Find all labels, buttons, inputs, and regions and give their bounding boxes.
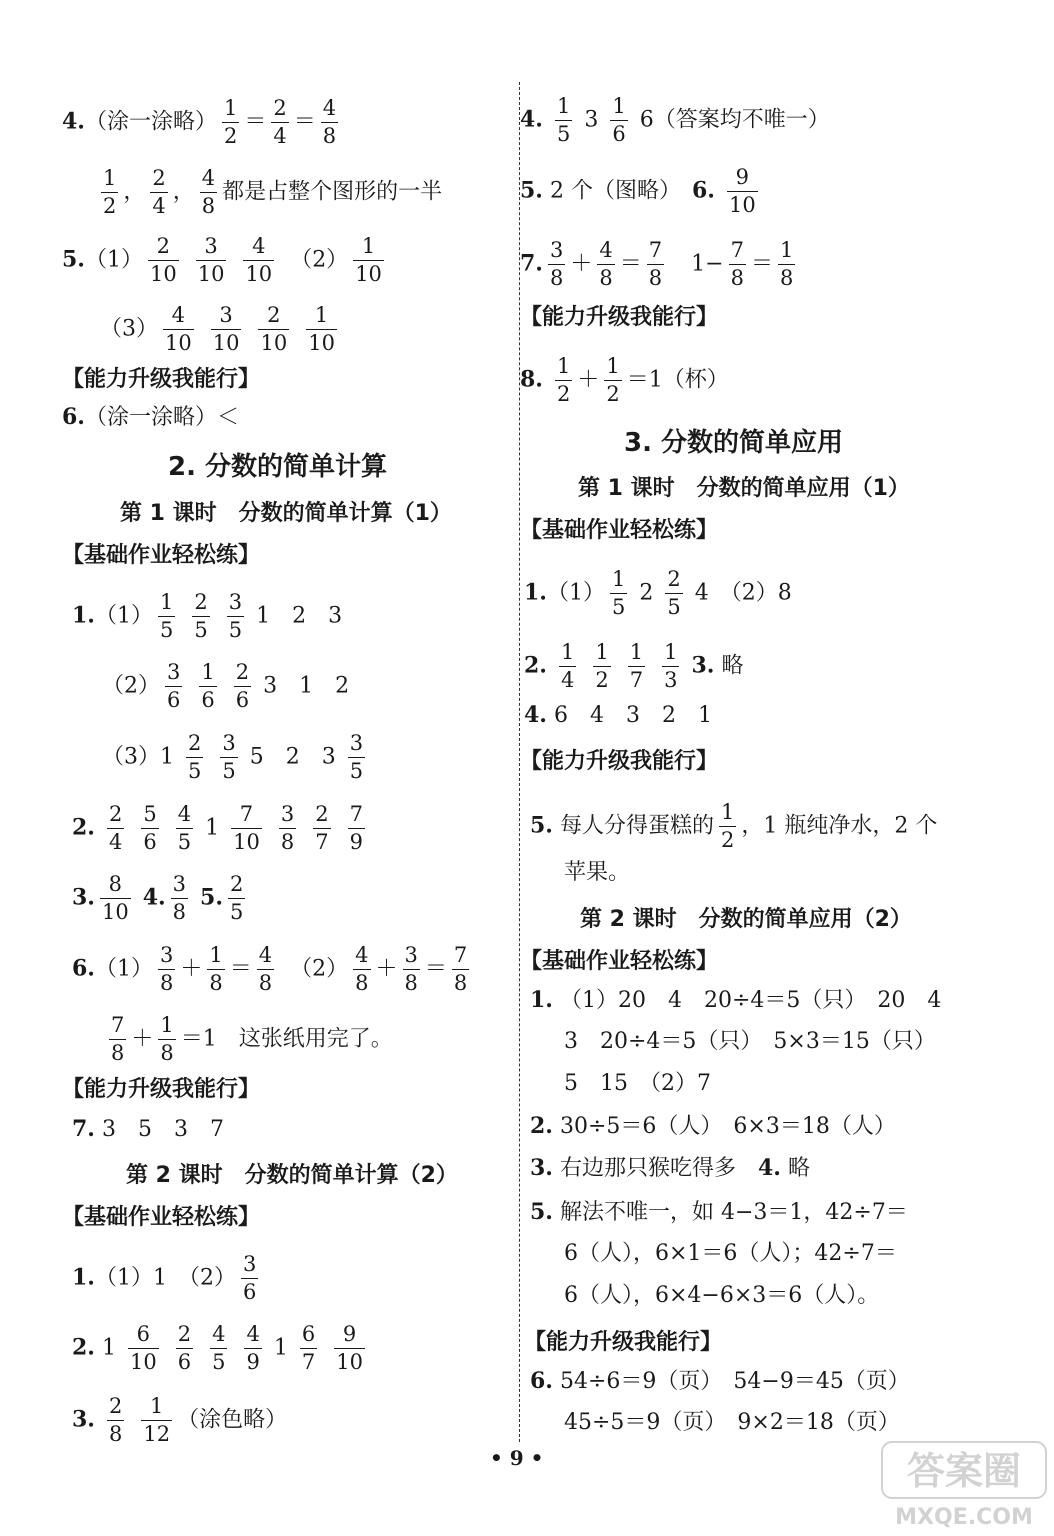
right-l2-q5-line2: 6（人），6×1＝6（人）；42÷7＝: [564, 1241, 897, 1266]
fraction: $\frac{2}{5}$: [230, 872, 244, 924]
left-s2-q1-line1: 1.（1） $\frac{1}{5}$ $\frac{2}{5}$ $\frac{3}{5}$ 1 2 3: [72, 590, 343, 642]
fraction: $\frac{4}{9}$: [246, 1322, 260, 1374]
fraction: $\frac{4}{8}$: [258, 943, 273, 995]
fraction: $\frac{7}{10}$: [233, 802, 260, 854]
fraction: $\frac{4}{10}$: [245, 234, 273, 286]
fraction: $\frac{1}{2}$: [720, 800, 735, 852]
left-l2-q2-line: 2. 1 $\frac{6}{10}$ $\frac{2}{6}$ $\frac{4}{5}$ $\frac{4}{9}$ 1 $\frac{6}{7}$ $\frac{9}{10}$: [72, 1322, 363, 1374]
left-q4-explain: $\frac{1}{2}$ ， $\frac{2}{4}$ ， $\frac{4}{8}$ 都是占整个图形的一半: [103, 166, 443, 218]
left-s2-q3-5-line: 3. $\frac{8}{10}$ 4. $\frac{3}{8}$ 5. $\frac{2}{5}$: [72, 872, 244, 924]
fraction: $\frac{1}{2}$: [595, 640, 609, 692]
fraction: $\frac{1}{8}$: [160, 1013, 174, 1065]
left-s2-q2-line: 2. $\frac{2}{4}$ $\frac{5}{6}$ $\frac{4}{5}$ 1 $\frac{7}{10}$ $\frac{3}{8}$ $\frac{2}{7}$ $\frac{7}{9}$: [72, 802, 363, 854]
watermark-text: 答案圈: [906, 1449, 1022, 1493]
right-q5-6-line: 5. 2 个（图略） 6. $\frac{9}{10}$: [520, 165, 756, 217]
fraction: $\frac{2}{10}$: [260, 303, 288, 355]
fraction: $\frac{3}{8}$: [280, 802, 295, 854]
watermark-url: MXQE.COM: [895, 1505, 1033, 1530]
fraction: $\frac{2}{4}$: [152, 166, 166, 218]
fraction: $\frac{1}{5}$: [159, 590, 174, 642]
section-heading-ability: 【能力升级我能行】: [520, 749, 719, 774]
fraction: $\frac{4}{8}$: [201, 166, 216, 218]
left-s2-q6-line1: 6.（1） $\frac{3}{8}$ ＋ $\frac{1}{8}$ ＝ $\frac{4}{8}$ （2） $\frac{4}{8}$ ＋ $\frac{3}{8}$ ＝ $\frac{7}{8}$: [72, 943, 468, 995]
fraction: $\frac{3}{10}$: [197, 234, 225, 286]
section-heading-ability: 【能力升级我能行】: [520, 305, 719, 330]
left-q6-line: 6.（涂一涂略）＜: [62, 404, 239, 430]
right-l2-q5-line3: 6（人），6×4−6×3＝6（人）。: [564, 1283, 880, 1308]
right-l2-q5-line1: 5. 解法不唯一，如 4−3＝1，42÷7＝: [530, 1199, 908, 1225]
fraction: $\frac{4}{10}$: [165, 303, 192, 355]
section-heading-basic: 【基础作业轻松练】: [62, 543, 261, 568]
fraction: $\frac{2}{6}$: [235, 660, 250, 712]
left-q5-line1: 5.（1） $\frac{2}{10}$ $\frac{3}{10}$ $\frac{4}{10}$ （2） $\frac{1}{10}$: [62, 234, 382, 286]
fraction: $\frac{4}{5}$: [177, 802, 192, 854]
section-heading-ability: 【能力升级我能行】: [62, 1077, 261, 1102]
fraction: $\frac{2}{4}$: [108, 802, 123, 854]
fraction: $\frac{7}{8}$: [730, 238, 744, 290]
fraction: $\frac{2}{5}$: [194, 590, 208, 642]
lesson-title: 第 1 课时 分数的简单应用（1）: [578, 476, 910, 501]
right-q7-line: 7. $\frac{3}{8}$ ＋ $\frac{4}{8}$ ＝ $\frac{7}{8}$ 1− $\frac{7}{8}$ ＝ $\frac{1}{8}$: [520, 238, 794, 290]
left-q5-line2: （3） $\frac{4}{10}$ $\frac{3}{10}$ $\frac{2}{10}$ $\frac{1}{10}$: [100, 303, 335, 355]
right-q4-line: 4. $\frac{1}{5}$ 3 $\frac{1}{6}$ 6（答案均不唯一）: [520, 94, 830, 146]
fraction: $\frac{9}{10}$: [728, 165, 756, 217]
section-heading-basic: 【基础作业轻松练】: [520, 949, 719, 974]
fraction: $\frac{1}{10}$: [355, 234, 382, 286]
section-heading-basic: 【基础作业轻松练】: [62, 1205, 261, 1230]
fraction: $\frac{4}{8}$: [322, 96, 337, 148]
fraction: $\frac{1}{5}$: [556, 94, 571, 146]
fraction: $\frac{3}{8}$: [549, 238, 564, 290]
fraction: $\frac{3}{8}$: [159, 943, 174, 995]
right-l2-q2-line: 2. 30÷5＝6（人） 6×3＝18（人）: [530, 1113, 896, 1139]
left-s2-q7-line: 7. 3 5 3 7: [72, 1116, 224, 1142]
right-l2-q1-line1: 1. （1）20 4 20÷4＝5（只） 20 4: [530, 987, 942, 1013]
watermark-logo: [880, 1440, 1048, 1532]
fraction: $\frac{1}{8}$: [779, 238, 794, 290]
fraction: $\frac{3}{6}$: [242, 1252, 257, 1304]
fraction: $\frac{1}{7}$: [629, 640, 644, 692]
fraction: $\frac{1}{12}$: [143, 1394, 171, 1446]
fraction: $\frac{5}{6}$: [143, 802, 157, 854]
fraction: $\frac{4}{8}$: [599, 238, 613, 290]
fraction: $\frac{1}{6}$: [612, 94, 626, 146]
fraction: $\frac{3}{10}$: [212, 303, 240, 355]
section-heading-ability: 【能力升级我能行】: [524, 1330, 723, 1355]
left-l2-q3-line: 3. $\frac{2}{8}$ $\frac{1}{12}$ （涂色略）: [72, 1394, 288, 1446]
fraction: $\frac{3}{5}$: [222, 731, 236, 783]
lesson-title: 第 1 课时 分数的简单计算（1）: [120, 501, 452, 526]
section-title: 3. 分数的简单应用: [624, 428, 844, 458]
fraction: $\frac{4}{8}$: [355, 943, 369, 995]
fraction: $\frac{1}{8}$: [209, 943, 223, 995]
fraction: $\frac{1}{10}$: [308, 303, 335, 355]
right-s3-q1-line: 1.（1） $\frac{1}{5}$ 2 $\frac{2}{5}$ 4 （2）8: [524, 567, 792, 619]
fraction: $\frac{2}{6}$: [177, 1322, 192, 1374]
right-s3-q2-3-line: 2. $\frac{1}{4}$ $\frac{1}{2}$ $\frac{1}{7}$ $\frac{1}{3}$ 3. 略: [524, 640, 744, 692]
right-s3-q4-line: 4. 6 4 3 2 1: [524, 702, 712, 728]
fraction: $\frac{2}{4}$: [273, 96, 287, 148]
fraction: $\frac{3}{6}$: [167, 660, 181, 712]
left-s2-q6-line2: $\frac{7}{8}$ ＋ $\frac{1}{8}$ ＝1 这张纸用完了。: [111, 1013, 393, 1065]
fraction: $\frac{3}{5}$: [349, 731, 364, 783]
section-title: 2. 分数的简单计算: [168, 452, 388, 482]
fraction: $\frac{6}{10}$: [129, 1322, 157, 1374]
page-number: • 9 •: [490, 1446, 544, 1470]
right-l2-q6-line1: 6. 54÷6＝9（页） 54−9＝45（页）: [530, 1368, 910, 1394]
fraction: $\frac{3}{8}$: [172, 872, 187, 924]
fraction: $\frac{4}{5}$: [212, 1322, 226, 1374]
right-l2-q1-line3: 5 15 （2）7: [564, 1071, 711, 1096]
fraction: $\frac{1}{4}$: [560, 640, 575, 692]
fraction: $\frac{9}{10}$: [336, 1322, 363, 1374]
right-q8-line: 8. $\frac{1}{2}$ ＋ $\frac{1}{2}$ ＝1（杯）: [520, 354, 729, 406]
fraction: $\frac{1}{5}$: [611, 567, 626, 619]
fraction: $\frac{1}{2}$: [556, 354, 571, 406]
left-q4-line: 4.（涂一涂略） $\frac{1}{2}$ ＝ $\frac{2}{4}$ ＝ $\frac{4}{8}$: [62, 96, 337, 148]
right-l2-q1-line2: 3 20÷4＝5（只） 5×3＝15（只）: [564, 1029, 936, 1054]
fraction: $\frac{1}{6}$: [201, 660, 215, 712]
lesson-title: 第 2 课时 分数的简单计算（2）: [126, 1163, 458, 1188]
fraction: $\frac{7}{8}$: [453, 943, 468, 995]
right-l2-q6-line2: 45÷5＝9（页） 9×2＝18（页）: [564, 1410, 900, 1435]
fraction: $\frac{7}{8}$: [111, 1013, 125, 1065]
fraction: $\frac{3}{8}$: [404, 943, 418, 995]
fraction: $\frac{7}{9}$: [349, 802, 363, 854]
fraction: $\frac{2}{7}$: [315, 802, 329, 854]
left-s2-q1-line2: （2） $\frac{3}{6}$ $\frac{1}{6}$ $\frac{2}{6}$ 3 1 2: [102, 660, 350, 712]
section-heading-ability: 【能力升级我能行】: [62, 367, 261, 392]
right-s3-q5-line2: 苹果。: [564, 860, 631, 885]
fraction: $\frac{1}{2}$: [223, 96, 238, 148]
right-l2-q3-4-line: 3. 右边那只猴吃得多 4. 略: [530, 1155, 810, 1181]
fraction: $\frac{2}{8}$: [108, 1394, 123, 1446]
fraction: $\frac{8}{10}$: [101, 872, 129, 924]
fraction: $\frac{6}{7}$: [301, 1322, 316, 1374]
right-s3-q5-line1: 5. 每人分得蛋糕的 $\frac{1}{2}$ ，1 瓶纯净水，2 个: [530, 800, 938, 852]
left-l2-q1-line: 1.（1）1 （2） $\frac{3}{6}$: [72, 1252, 257, 1304]
fraction: $\frac{2}{5}$: [667, 567, 681, 619]
section-heading-basic: 【基础作业轻松练】: [520, 518, 719, 543]
fraction: $\frac{3}{5}$: [228, 590, 243, 642]
fraction: $\frac{1}{3}$: [664, 640, 678, 692]
fraction: $\frac{2}{5}$: [188, 731, 202, 783]
fraction: $\frac{1}{2}$: [606, 354, 620, 406]
fraction: $\frac{7}{8}$: [648, 238, 663, 290]
lesson-title: 第 2 课时 分数的简单应用（2）: [580, 907, 912, 932]
left-s2-q1-line3: （3）1 $\frac{2}{5}$ $\frac{3}{5}$ 5 2 3 $\frac{3}{5}$: [102, 731, 364, 783]
fraction: $\frac{2}{10}$: [149, 234, 177, 286]
fraction: $\frac{1}{2}$: [103, 166, 117, 218]
